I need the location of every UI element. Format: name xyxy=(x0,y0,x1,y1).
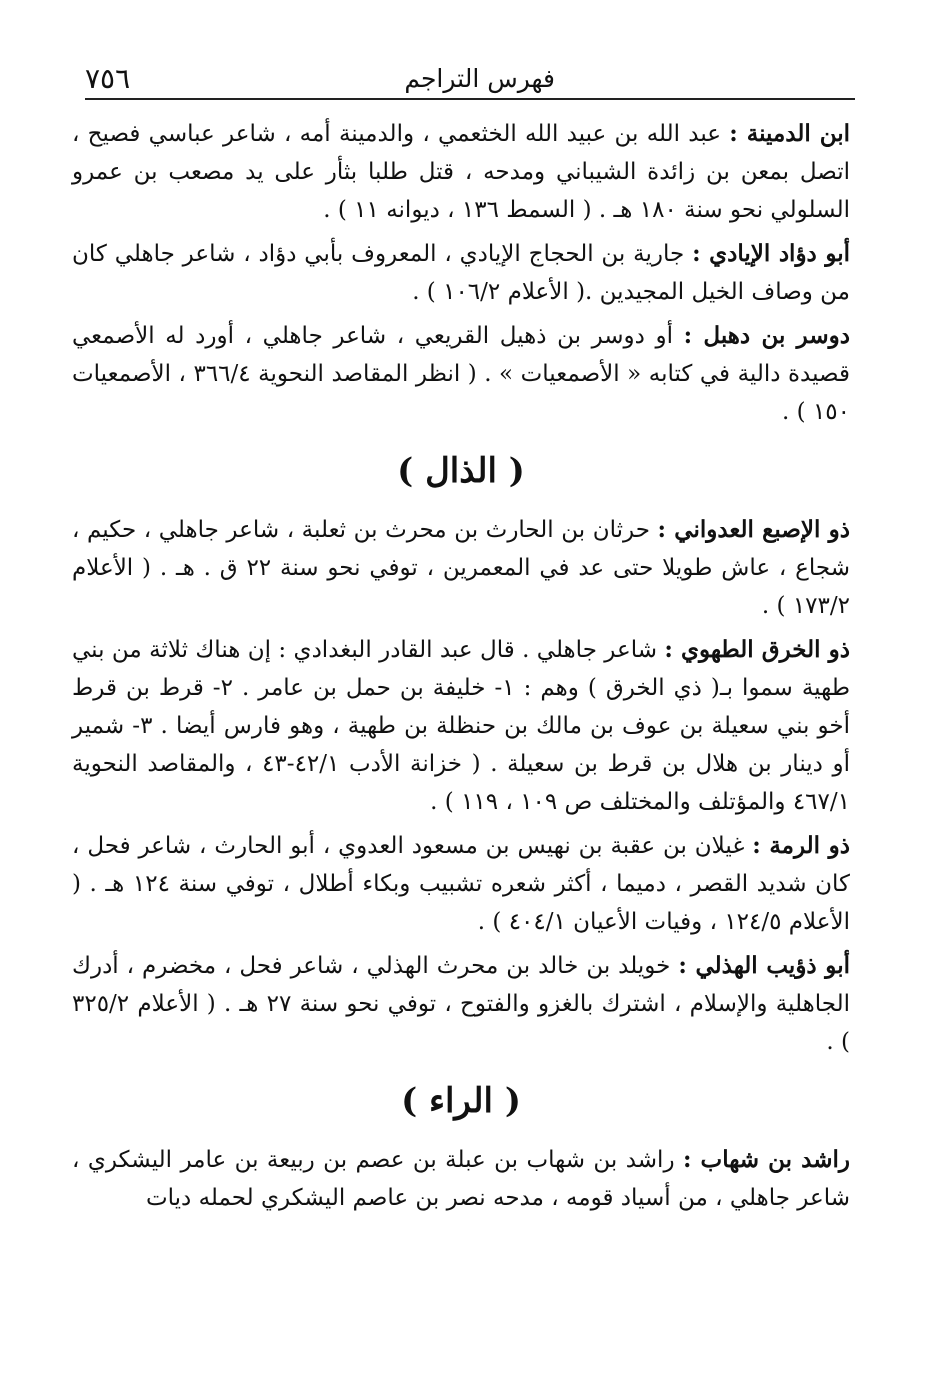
biography-entry xyxy=(72,631,850,821)
entry-text: حرثان بن الحارث بن محرث بن ثعلبة ، شاعر جاهلي ، حكيم ، شجاع ، عاش طويلا حتى عد في المعمرين ، توفي نحو سنة ٢٢ ق . هـ . ( الأعلام ١٧٣/٢ ) . xyxy=(72,517,850,619)
biography-entry xyxy=(72,115,850,229)
entry-name: ذو الخرق الطهوي : xyxy=(664,636,850,663)
biography-index xyxy=(72,115,850,1223)
entry-name: أبو ذؤيب الهذلي : xyxy=(678,952,850,979)
page-header xyxy=(85,62,855,100)
biography-entry xyxy=(72,947,850,1061)
entry-text: أو دوسر بن ذهيل القريعي ، شاعر جاهلي ، أورد له الأصمعي قصيدة دالية في كتابه « الأصمعيات » . ( انظر المقاصد النحوية ٣٦٦/٤ ، الأصمعيات ١٥٠ ) . xyxy=(72,323,850,425)
entry-text: راشد بن شهاب بن عبلة بن عصم بن ربيعة بن عامر اليشكري ، شاعر جاهلي ، من أسياد قومه ، مدحه نصر بن عاصم اليشكري لحمله ديات xyxy=(72,1147,850,1211)
entry-text: شاعر جاهلي . قال عبد القادر البغدادي : إن هناك ثلاثة من بني طهية سموا بـ( ذي الخرق ) وهم : ١- خليفة بن حمل بن عامر . ٢- قرط بن قرط أخو بني سعيلة بن عوف بن مالك بن حنظلة بن طهية ، وهو فارس أيضا . ٣- شمير أو دينار بن هلال بن قرط بن سعيلة . ( خزانة الأدب ٤٢/١-٤٣ ، والمقاصد النحوية ٤٦٧/١ والمؤتلف والمختلف ص ١٠٩ ، ١١٩ ) . xyxy=(72,637,850,815)
biography-entry xyxy=(72,827,850,941)
page-number: ٧٥٦ xyxy=(85,62,131,95)
entry-name: أبو دؤاد الإيادي : xyxy=(692,240,851,267)
entry-name: ذو الرمة : xyxy=(752,832,851,859)
entry-name: ابن الدمينة : xyxy=(729,120,850,147)
biography-entry xyxy=(72,235,850,311)
biography-entry xyxy=(72,1141,850,1217)
entry-text: جارية بن الحجاج الإيادي ، المعروف بأبي دؤاد ، شاعر جاهلي كان من وصاف الخيل المجيدين .( الأعلام ١٠٦/٢ ) . xyxy=(72,241,850,305)
entry-text: خويلد بن خالد بن محرث الهذلي ، شاعر فحل ، مخضرم ، أدرك الجاهلية والإسلام ، اشترك بالغزو والفتوح ، توفي نحو سنة ٢٧ هـ . ( الأعلام ٣٢٥/٢ ) . xyxy=(72,953,850,1055)
entry-name: ذو الإصبع العدواني : xyxy=(657,516,851,543)
entry-name: دوسر بن دهبل : xyxy=(683,322,850,349)
section-heading-ra: ( الراء ) xyxy=(401,1081,521,1121)
page-title: فهرس التراجم xyxy=(404,64,555,93)
biography-entry xyxy=(72,317,850,431)
entry-name: راشد بن شهاب : xyxy=(682,1146,851,1173)
entry-text: عبد الله بن عبيد الله الخثعمي ، والدمينة أمه ، شاعر عباسي فصيح ، اتصل بمعن بن زائدة الشيباني ومدحه ، قتل طلبا بثأر على يد مصعب بن عمرو السلولي نحو سنة ١٨٠ هـ . ( السمط ١٣٦ ، ديوانه ١١ ) . xyxy=(72,121,850,223)
section-heading-dhal: ( الذال ) xyxy=(397,451,525,491)
entry-text: غيلان بن عقبة بن نهيس بن مسعود العدوي ، أبو الحارث ، شاعر فحل ، كان شديد القصر ، دميما ، أكثر شعره تشبيب وبكاء أطلال ، توفي سنة ١٢٤ هـ . ( الأعلام ١٢٤/٥ ، وفيات الأعيان ٤٠٤/١ ) . xyxy=(72,833,850,935)
biography-entry xyxy=(72,511,850,625)
